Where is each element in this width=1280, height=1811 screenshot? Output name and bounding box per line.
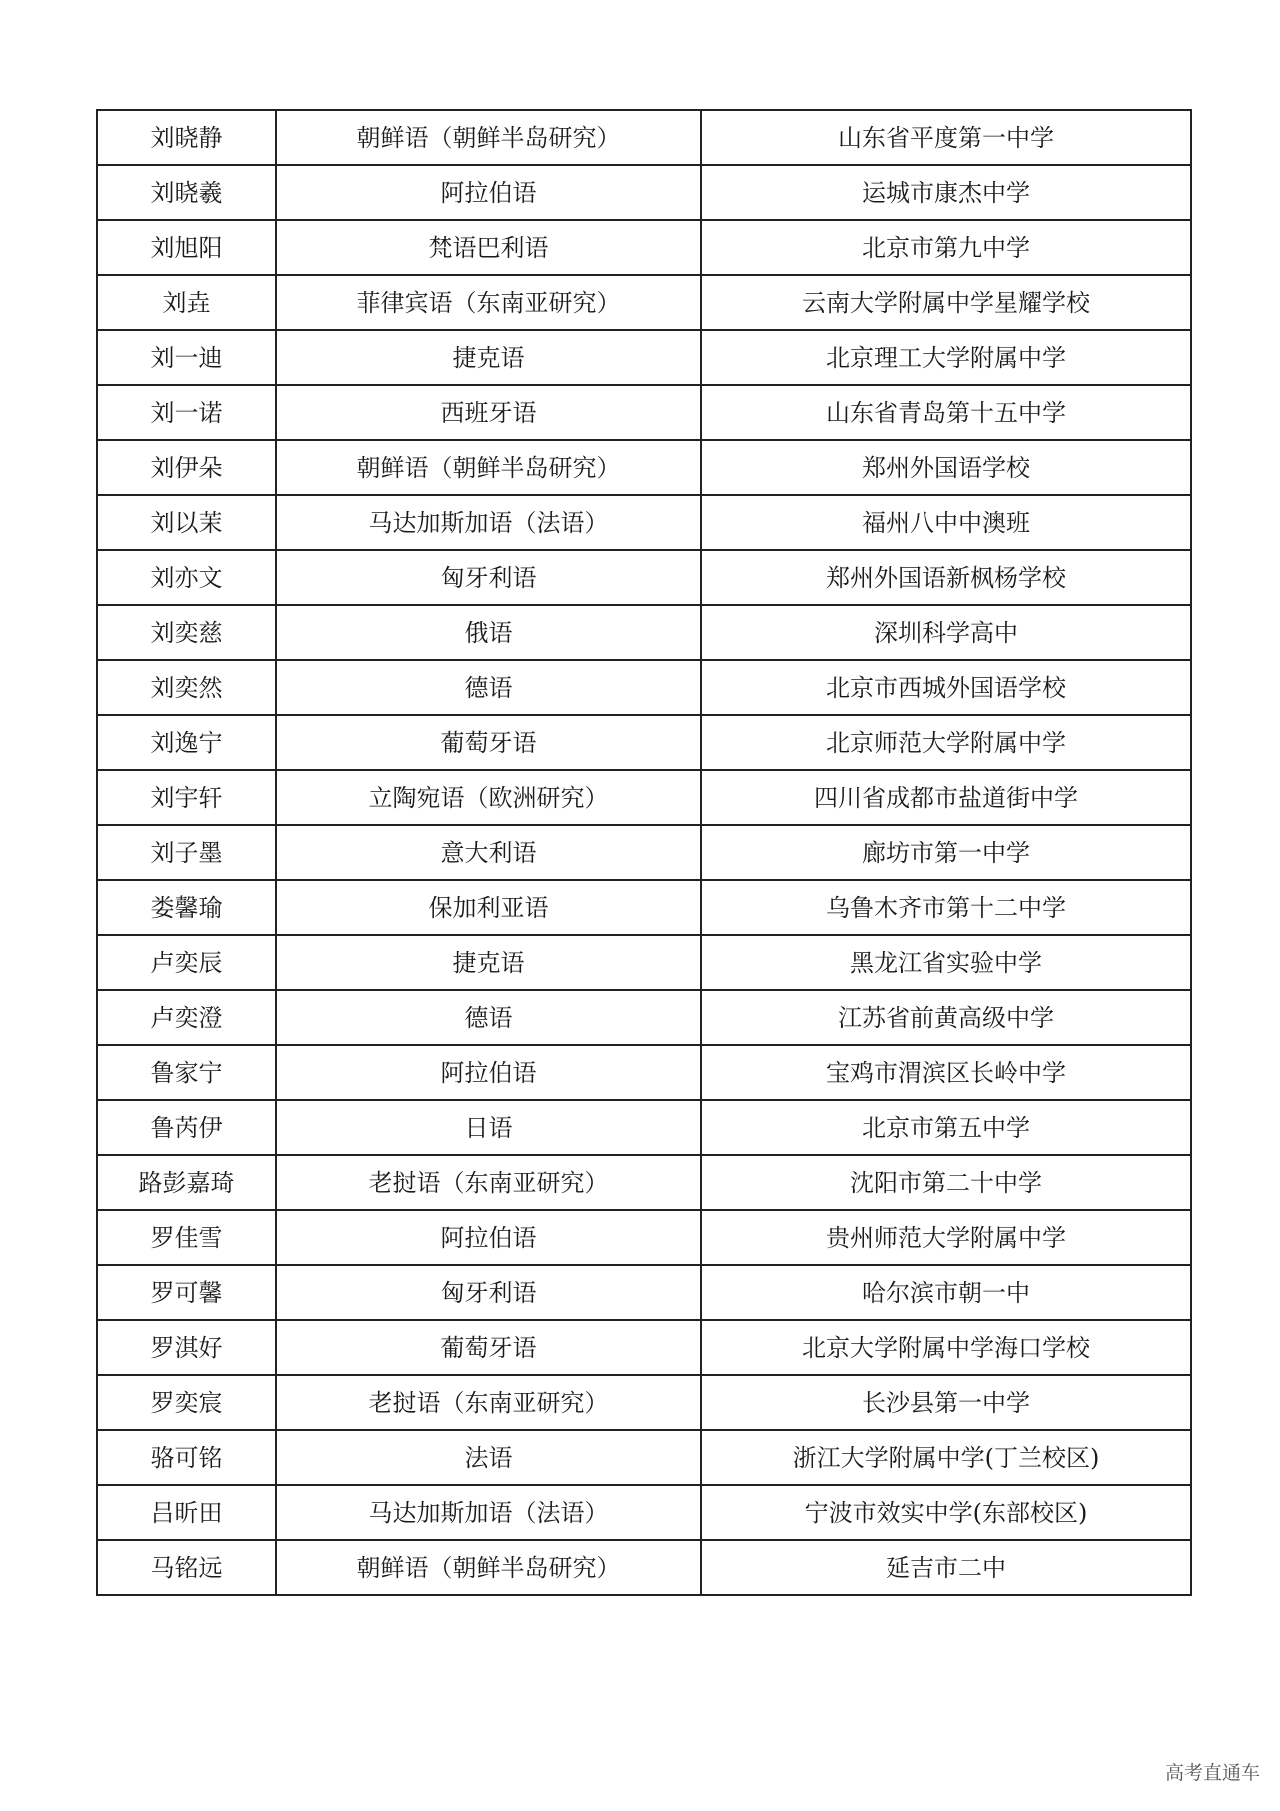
school-cell: 贵州师范大学附属中学 bbox=[701, 1210, 1191, 1265]
student-name-cell: 刘亦文 bbox=[97, 550, 276, 605]
student-name-cell: 刘逸宁 bbox=[97, 715, 276, 770]
student-name-cell: 路彭嘉琦 bbox=[97, 1155, 276, 1210]
language-cell: 立陶宛语（欧洲研究） bbox=[276, 770, 701, 825]
table-row bbox=[97, 1540, 1191, 1595]
table-row bbox=[97, 1375, 1191, 1430]
school-cell: 浙江大学附属中学(丁兰校区) bbox=[701, 1430, 1191, 1485]
school-cell: 福州八中中澳班 bbox=[701, 495, 1191, 550]
school-cell: 北京大学附属中学海口学校 bbox=[701, 1320, 1191, 1375]
table-row bbox=[97, 385, 1191, 440]
school-cell: 北京市第五中学 bbox=[701, 1100, 1191, 1155]
language-cell: 梵语巴利语 bbox=[276, 220, 701, 275]
table-row bbox=[97, 990, 1191, 1045]
school-cell: 延吉市二中 bbox=[701, 1540, 1191, 1595]
table-row bbox=[97, 495, 1191, 550]
school-cell: 宁波市效实中学(东部校区) bbox=[701, 1485, 1191, 1540]
language-cell: 俄语 bbox=[276, 605, 701, 660]
table-row bbox=[97, 715, 1191, 770]
school-cell: 乌鲁木齐市第十二中学 bbox=[701, 880, 1191, 935]
school-cell: 山东省平度第一中学 bbox=[701, 110, 1191, 165]
student-name-cell: 卢奕澄 bbox=[97, 990, 276, 1045]
language-cell: 朝鲜语（朝鲜半岛研究） bbox=[276, 1540, 701, 1595]
school-cell: 运城市康杰中学 bbox=[701, 165, 1191, 220]
table-row bbox=[97, 1045, 1191, 1100]
language-cell: 阿拉伯语 bbox=[276, 165, 701, 220]
language-cell: 意大利语 bbox=[276, 825, 701, 880]
student-name-cell: 吕昕田 bbox=[97, 1485, 276, 1540]
table-row bbox=[97, 1100, 1191, 1155]
student-name-cell: 刘一诺 bbox=[97, 385, 276, 440]
language-cell: 阿拉伯语 bbox=[276, 1210, 701, 1265]
school-cell: 沈阳市第二十中学 bbox=[701, 1155, 1191, 1210]
table-row bbox=[97, 1210, 1191, 1265]
language-cell: 葡萄牙语 bbox=[276, 1320, 701, 1375]
language-cell: 匈牙利语 bbox=[276, 550, 701, 605]
student-name-cell: 骆可铭 bbox=[97, 1430, 276, 1485]
table-row bbox=[97, 330, 1191, 385]
table-row bbox=[97, 275, 1191, 330]
language-cell: 朝鲜语（朝鲜半岛研究） bbox=[276, 110, 701, 165]
language-cell: 葡萄牙语 bbox=[276, 715, 701, 770]
table-row bbox=[97, 880, 1191, 935]
school-cell: 北京师范大学附属中学 bbox=[701, 715, 1191, 770]
table-row bbox=[97, 550, 1191, 605]
school-cell: 北京市第九中学 bbox=[701, 220, 1191, 275]
school-cell: 深圳科学高中 bbox=[701, 605, 1191, 660]
student-name-cell: 罗淇好 bbox=[97, 1320, 276, 1375]
language-cell: 阿拉伯语 bbox=[276, 1045, 701, 1100]
school-cell: 廊坊市第一中学 bbox=[701, 825, 1191, 880]
table-row bbox=[97, 660, 1191, 715]
school-cell: 郑州外国语学校 bbox=[701, 440, 1191, 495]
student-name-cell: 刘奕然 bbox=[97, 660, 276, 715]
school-cell: 四川省成都市盐道街中学 bbox=[701, 770, 1191, 825]
roster-body bbox=[97, 110, 1191, 1595]
student-name-cell: 刘子墨 bbox=[97, 825, 276, 880]
school-cell: 山东省青岛第十五中学 bbox=[701, 385, 1191, 440]
table-row bbox=[97, 605, 1191, 660]
language-cell: 老挝语（东南亚研究） bbox=[276, 1155, 701, 1210]
student-name-cell: 鲁芮伊 bbox=[97, 1100, 276, 1155]
language-cell: 西班牙语 bbox=[276, 385, 701, 440]
language-cell: 捷克语 bbox=[276, 330, 701, 385]
language-cell: 捷克语 bbox=[276, 935, 701, 990]
school-cell: 黑龙江省实验中学 bbox=[701, 935, 1191, 990]
student-name-cell: 卢奕辰 bbox=[97, 935, 276, 990]
watermark-text: 高考直通车 bbox=[1164, 1762, 1260, 1784]
student-name-cell: 刘宇轩 bbox=[97, 770, 276, 825]
school-cell: 长沙县第一中学 bbox=[701, 1375, 1191, 1430]
student-name-cell: 马铭远 bbox=[97, 1540, 276, 1595]
language-cell: 保加利亚语 bbox=[276, 880, 701, 935]
student-name-cell: 罗奕宸 bbox=[97, 1375, 276, 1430]
table-row bbox=[97, 1320, 1191, 1375]
language-cell: 德语 bbox=[276, 660, 701, 715]
language-cell: 匈牙利语 bbox=[276, 1265, 701, 1320]
table-row bbox=[97, 1265, 1191, 1320]
student-name-cell: 刘奕慈 bbox=[97, 605, 276, 660]
table-row bbox=[97, 770, 1191, 825]
table-row bbox=[97, 165, 1191, 220]
table-row bbox=[97, 110, 1191, 165]
student-name-cell: 刘一迪 bbox=[97, 330, 276, 385]
language-cell: 日语 bbox=[276, 1100, 701, 1155]
admission-roster-table bbox=[96, 109, 1192, 1596]
school-cell: 云南大学附属中学星耀学校 bbox=[701, 275, 1191, 330]
student-name-cell: 刘晓静 bbox=[97, 110, 276, 165]
table-row bbox=[97, 1155, 1191, 1210]
student-name-cell: 刘以茉 bbox=[97, 495, 276, 550]
language-cell: 朝鲜语（朝鲜半岛研究） bbox=[276, 440, 701, 495]
student-name-cell: 鲁家宁 bbox=[97, 1045, 276, 1100]
table-row bbox=[97, 935, 1191, 990]
language-cell: 菲律宾语（东南亚研究） bbox=[276, 275, 701, 330]
school-cell: 宝鸡市渭滨区长岭中学 bbox=[701, 1045, 1191, 1100]
table-row bbox=[97, 220, 1191, 275]
language-cell: 老挝语（东南亚研究） bbox=[276, 1375, 701, 1430]
school-cell: 江苏省前黄高级中学 bbox=[701, 990, 1191, 1045]
student-name-cell: 刘晓羲 bbox=[97, 165, 276, 220]
school-cell: 哈尔滨市朝一中 bbox=[701, 1265, 1191, 1320]
table-row bbox=[97, 1485, 1191, 1540]
table-row bbox=[97, 1430, 1191, 1485]
student-name-cell: 娄馨瑜 bbox=[97, 880, 276, 935]
student-name-cell: 刘垚 bbox=[97, 275, 276, 330]
language-cell: 法语 bbox=[276, 1430, 701, 1485]
school-cell: 郑州外国语新枫杨学校 bbox=[701, 550, 1191, 605]
language-cell: 德语 bbox=[276, 990, 701, 1045]
school-cell: 北京市西城外国语学校 bbox=[701, 660, 1191, 715]
school-cell: 北京理工大学附属中学 bbox=[701, 330, 1191, 385]
table-row bbox=[97, 440, 1191, 495]
table-row bbox=[97, 825, 1191, 880]
student-name-cell: 刘旭阳 bbox=[97, 220, 276, 275]
language-cell: 马达加斯加语（法语） bbox=[276, 495, 701, 550]
student-name-cell: 罗可馨 bbox=[97, 1265, 276, 1320]
student-name-cell: 罗佳雪 bbox=[97, 1210, 276, 1265]
student-name-cell: 刘伊朵 bbox=[97, 440, 276, 495]
language-cell: 马达加斯加语（法语） bbox=[276, 1485, 701, 1540]
